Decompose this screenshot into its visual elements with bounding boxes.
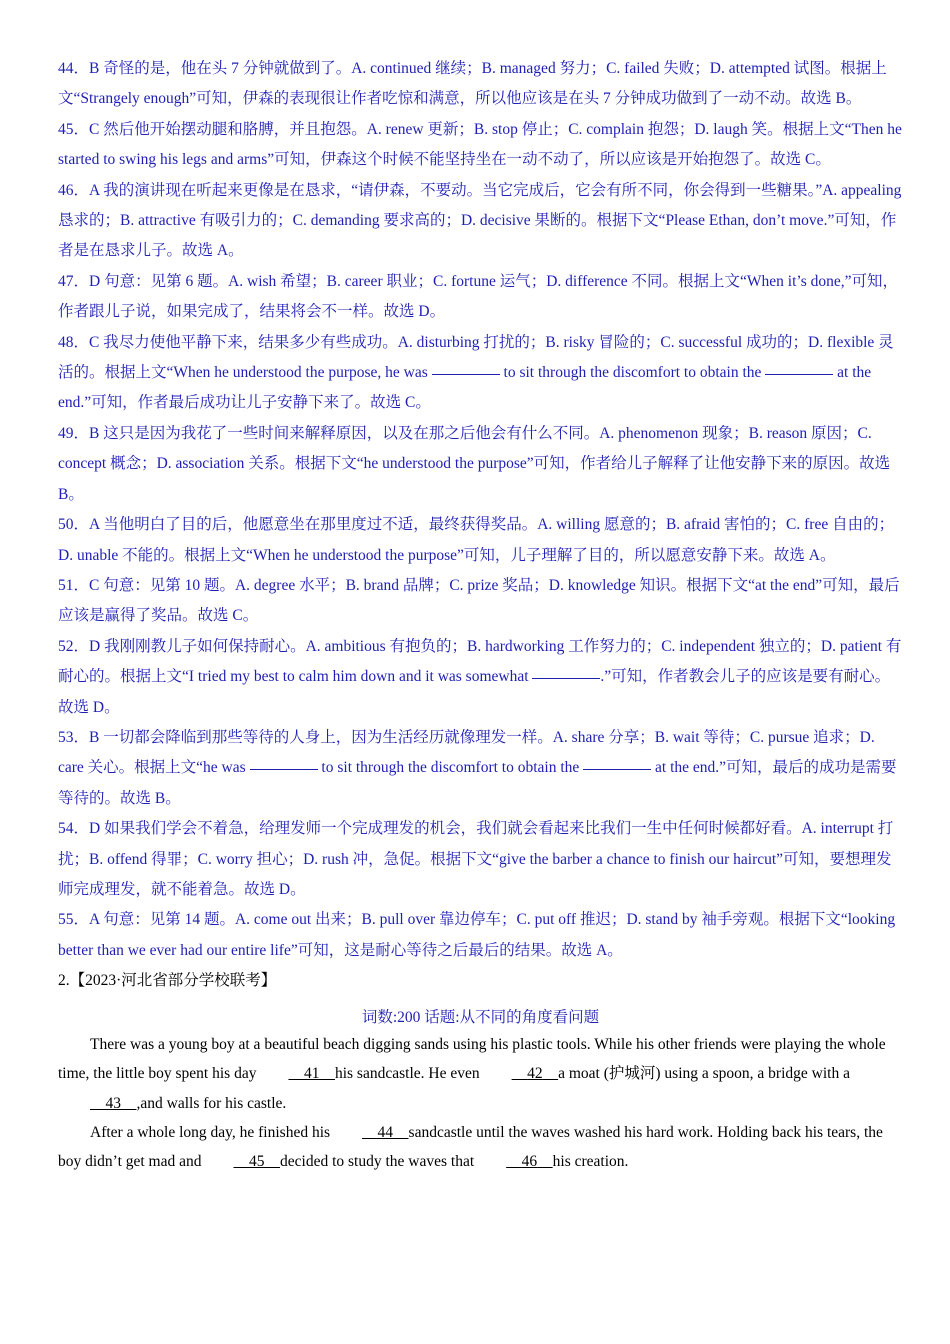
blank-45: 45	[249, 1153, 265, 1170]
passage-text: ,and walls for his castle.	[136, 1094, 287, 1112]
answer-48-part-a: 48．C 我尽力使他平静下来，结果多少有些成功。A. disturbing 打扰的；B. risky 冒险的；C. successful 成功的；D. flexible 灵活的。根据上文“When he understood the purpose, he was	[58, 333, 894, 382]
answer-54: 54．D 如果我们学会不着急，给理发师一个完成理发的机会，我们就会看起来比我们一生中任何时候都好看。A. interrupt 打扰；B. offend 得罪；C. worry 担心；D. rush 冲，急促。根据下文“give the barber a chance to finish our haircut”可知，要想理发师完成理发，就不能着急。故选 D。	[58, 820, 894, 898]
passage-paragraph-2	[58, 1118, 903, 1176]
passage-text: his sandcastle. He even	[334, 1065, 480, 1083]
blank-44: 44	[377, 1123, 394, 1141]
answer-51: 51．C 句意：见第 10 题。A. degree 水平；B. brand 品牌；C. prize 奖品；D. knowledge 知识。根据下文“at the end”可知，最后应该是赢得了奖品。故选 C。	[58, 576, 900, 625]
answer-explanations	[58, 54, 903, 966]
answer-52-part-a: 52．D 我刚刚教儿子如何保持耐心。A. ambitious 有抱负的；B. hardworking 工作努力的；C. independent 独立的；D. patient 有耐心的。根据上文“I tried my best to calm him down and it was somewhat	[58, 637, 902, 686]
passage-text: There was a young boy at a beautiful beach digging sands using his plastic tools. While his other friends were playing the whole time, the little boy spent his day	[58, 1036, 886, 1083]
section-heading: 2.【2023·河北省部分学校联考】	[58, 972, 277, 990]
blank-46: 46	[521, 1153, 538, 1170]
blank-line	[765, 373, 833, 375]
blank-line	[432, 373, 500, 375]
answer-48-part-c: at the end.”可知，作者最后成功让儿子安静下来了。故选 C。	[58, 364, 872, 412]
blank-43: 43	[105, 1094, 121, 1112]
document-page	[58, 54, 903, 1176]
cloze-passage	[58, 1030, 903, 1176]
passage-text: a moat (护城河) using a spoon, a bridge with a	[558, 1065, 850, 1083]
answer-46: 46．A 我的演讲现在听起来更像是在恳求，“请伊森，不要动。当它完成后，它会有所不同，你会得到一些糖果。”A. appealing 恳求的；B. attractive 有吸引力的；C. demanding 要求高的；D. decisive 果断的。根据下文“Please Ethan, don’t move.”可知，作者是在恳求儿子。故选 A。	[58, 181, 902, 260]
passage-text: sandcastle until the waves washed his hard work. Holding back his tears, the boy didn’t get mad and	[58, 1123, 883, 1170]
answer-48	[58, 328, 903, 419]
answer-44: 44．B 奇怪的是，他在头 7 分钟就做到了。A. continued 继续；B. managed 努力；C. failed 失败；D. attempted 试图。根据上文“Strangely enough”可知，伊森的表现很让作者吃惊和满意，所以他应该是在头 7 分钟成功做到了一动不动。故选 B。	[58, 60, 887, 108]
answer-52	[58, 632, 903, 723]
answer-48-part-b: to sit through the discomfort to obtain the	[499, 364, 766, 382]
answer-53-part-c: at the end.”可知，最后的成功是需要等待的。故选 B。	[58, 759, 897, 807]
passage-text: decided to study the waves that	[280, 1153, 475, 1170]
blank-line	[532, 677, 600, 679]
blank-41: 41	[303, 1065, 320, 1083]
blank-line	[583, 768, 651, 770]
answer-53-part-b: to sit through the discomfort to obtain the	[317, 759, 584, 777]
answer-53-part-a: 53．B 一切都会降临到那些等待的人身上，因为生活经历就像理发一样。A. share 分享；B. wait 等待；C. pursue 追求；D. care 关心。根据上文“he was	[58, 728, 875, 777]
answer-53	[58, 723, 903, 814]
passage-text: After a whole long day, he finished his	[90, 1123, 331, 1141]
answer-50: 50．A 当他明白了目的后，他愿意坐在那里度过不适，最终获得奖品。A. willing 愿意的；B. afraid 害怕的；C. free 自由的；D. unable 不能的。根据上文“When he understood the purpose”可知，儿子理解了目的，所以愿意安静下来。故选 A。	[58, 516, 895, 564]
passage-meta: 词数:200 话题:从不同的角度看问题	[361, 1009, 600, 1027]
passage-text: his creation.	[552, 1153, 629, 1170]
answer-55: 55．A 句意：见第 14 题。A. come out 出来；B. pull over 靠边停车；C. put off 推迟；D. stand by 袖手旁观。根据下文“looking better than we ever had our entire life”可知，这是耐心等待之后最后的结果。故选 A。	[58, 911, 896, 959]
answer-52-part-b: .”可知，作者教会儿子的应该是要有耐心。故选 D。	[58, 668, 891, 716]
answer-47: 47．D 句意：见第 6 题。A. wish 希望；B. career 职业；C. fortune 运气；D. difference 不同。根据上文“When it’s done,”可知，作者跟儿子说，如果完成了，结果将会不一样。故选 D。	[58, 272, 899, 321]
blank-42: 42	[527, 1065, 543, 1083]
answer-49: 49．B 这只是因为我花了一些时间来解释原因，以及在那之后他会有什么不同。A. phenomenon 现象；B. reason 原因；C. concept 概念；D. association 关系。根据下文“he understood the purpose”可知，作者给儿子解释了让他安静下来的原因。故选 B。	[58, 424, 891, 503]
passage-paragraph-1	[58, 1030, 903, 1118]
answer-45: 45．C 然后他开始摆动腿和胳膊，并且抱怨。A. renew 更新；B. stop 停止；C. complain 抱怨；D. laugh 笑。根据上文“Then he started to swing his legs and arms”可知，伊森这个时候不能坚持坐在一动不动了，所以应该是开始抱怨了。故选 C。	[58, 120, 902, 169]
blank-line	[250, 768, 318, 770]
